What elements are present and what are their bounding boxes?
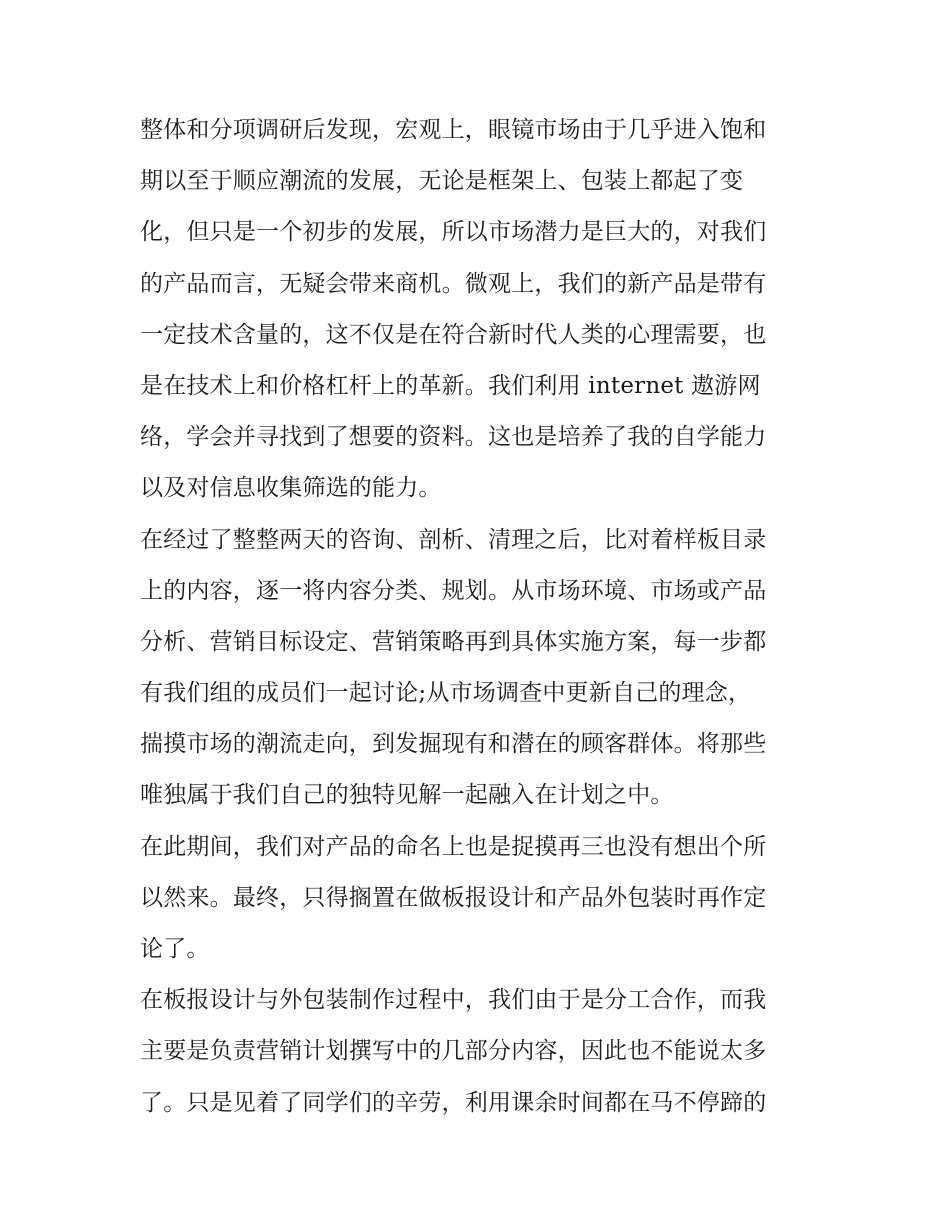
- text-line: 主要是负责营销计划撰写中的几部分内容，因此也不能说太多: [140, 1038, 767, 1065]
- text-line: 上的内容，逐一将内容分类、规划。从市场环境、市场或产品: [140, 577, 767, 604]
- text-line: 是在技术上和价格杠杆上的革新。我们利用 internet 遨游网: [140, 372, 761, 399]
- paragraph-design: [140, 975, 820, 1129]
- paragraph-market-research: [140, 105, 820, 515]
- paragraph-naming: [140, 822, 820, 976]
- text-line: 唯独属于我们自己的独特见解一起融入在计划之中。: [140, 782, 674, 809]
- text-line: 一定技术含量的，这不仅是在符合新时代人类的心理需要，也: [140, 321, 767, 348]
- paragraph-planning: [140, 515, 820, 822]
- text-line: 在经过了整整两天的咨询、剖析、清理之后，比对着样板目录: [140, 526, 767, 553]
- text-line: 了。只是见着了同学们的辛劳，利用课余时间都在马不停蹄的: [140, 1089, 767, 1116]
- text-line: 期以至于顺应潮流的发展，无论是框架上、包装上都起了变: [140, 168, 744, 195]
- text-line: 以然来。最终，只得搁置在做板报设计和产品外包装时再作定: [140, 884, 767, 911]
- text-line: 化，但只是一个初步的发展，所以市场潜力是巨大的，对我们: [140, 219, 767, 246]
- text-line: 在此期间，我们对产品的命名上也是捉摸再三也没有想出个所: [140, 833, 767, 860]
- text-line: 分析、营销目标设定、营销策略再到具体实施方案，每一步都: [140, 628, 767, 655]
- text-line: 揣摸市场的潮流走向，到发掘现有和潜在的顾客群体。将那些: [140, 731, 767, 758]
- text-line: 整体和分项调研后发现，宏观上，眼镜市场由于几乎进入饱和: [140, 117, 767, 143]
- document-body: [140, 105, 820, 1129]
- text-line: 的产品而言，无疑会带来商机。微观上，我们的新产品是带有: [140, 270, 767, 297]
- text-line: 络，学会并寻找到了想要的资料。这也是培养了我的自学能力: [140, 424, 767, 451]
- text-line: 有我们组的成员们一起讨论;从市场调查中更新自己的理念，: [140, 680, 752, 707]
- text-line: 在板报设计与外包装制作过程中，我们由于是分工合作，而我: [140, 987, 767, 1014]
- text-line: 以及对信息收集筛选的能力。: [140, 475, 442, 502]
- text-line: 论了。: [140, 936, 210, 962]
